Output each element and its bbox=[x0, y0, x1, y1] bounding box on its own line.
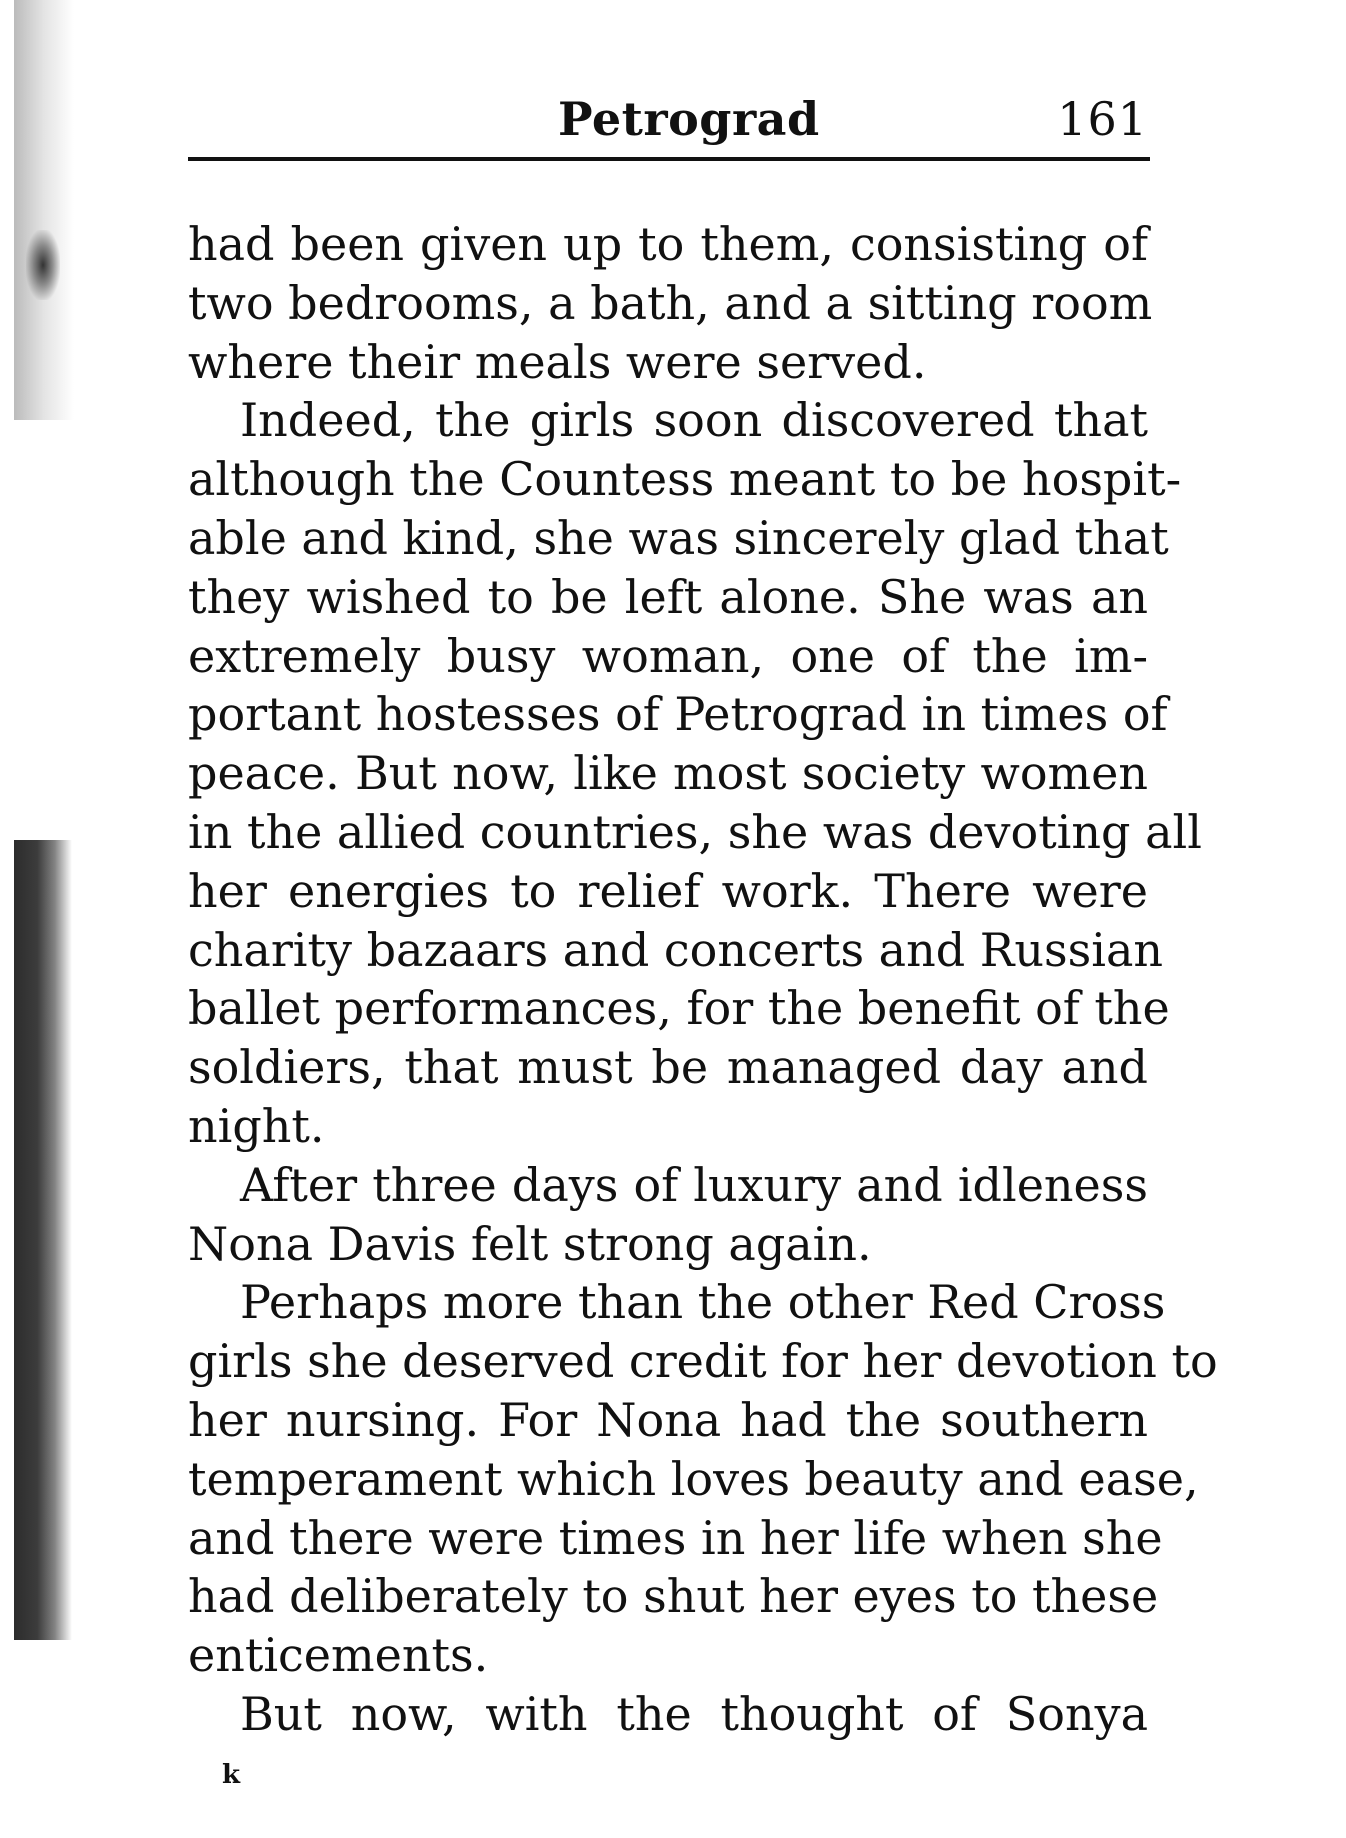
text-line: where their meals were served. bbox=[188, 334, 927, 389]
text-line: But now, with the thought of Sonya bbox=[240, 1686, 1148, 1741]
text-line: Nona Davis felt strong again. bbox=[188, 1216, 872, 1271]
text-line: Indeed, the girls soon discovered that bbox=[240, 393, 1148, 448]
text-line: and there were times in her life when she bbox=[188, 1510, 1163, 1565]
text-line: her nursing. For Nona had the southern bbox=[188, 1392, 1148, 1447]
header-rule bbox=[188, 157, 1150, 161]
text-line: charity bazaars and concerts and Russian bbox=[188, 922, 1164, 977]
text-line: peace. But now, like most society women bbox=[188, 746, 1148, 801]
text-line: night. bbox=[188, 1098, 325, 1153]
text-line: although the Countess meant to be hospit- bbox=[188, 452, 1182, 507]
binding-mark bbox=[26, 230, 60, 300]
text-line: had been given up to them, consisting of bbox=[188, 217, 1148, 271]
binding-shadow-top bbox=[14, 0, 74, 420]
text-line: extremely busy woman, one of the im- bbox=[188, 628, 1148, 683]
text-line: portant hostesses of Petrograd in times of bbox=[188, 687, 1168, 742]
running-title: Petrograd bbox=[558, 92, 820, 146]
text-line: able and kind, she was sincerely glad that bbox=[188, 510, 1169, 565]
text-line: they wished to be left alone. She was an bbox=[188, 569, 1148, 624]
text-line: temperament which loves beauty and ease, bbox=[188, 1451, 1199, 1506]
binding-shadow bbox=[14, 840, 72, 1640]
text-line: After three days of luxury and idleness bbox=[240, 1157, 1148, 1212]
text-line: soldiers, that must be managed day and bbox=[188, 1040, 1148, 1095]
text-line: Perhaps more than the other Red Cross bbox=[240, 1275, 1166, 1330]
text-line: had deliberately to shut her eyes to these bbox=[188, 1569, 1159, 1624]
text-line: in the allied countries, she was devoting all bbox=[188, 804, 1202, 859]
text-line: ballet performances, for the benefit of the bbox=[188, 981, 1170, 1036]
body-text bbox=[188, 215, 1218, 1744]
signature-mark: k bbox=[222, 1760, 241, 1790]
text-line: two bedrooms, a bath, and a sitting room bbox=[188, 275, 1153, 330]
text-line: girls she deserved credit for her devotion to bbox=[188, 1334, 1218, 1389]
text-line: her energies to relief work. There were bbox=[188, 863, 1148, 918]
running-header bbox=[188, 92, 1148, 152]
text-line: enticements. bbox=[188, 1628, 489, 1683]
page-number: 161 bbox=[1057, 92, 1148, 146]
